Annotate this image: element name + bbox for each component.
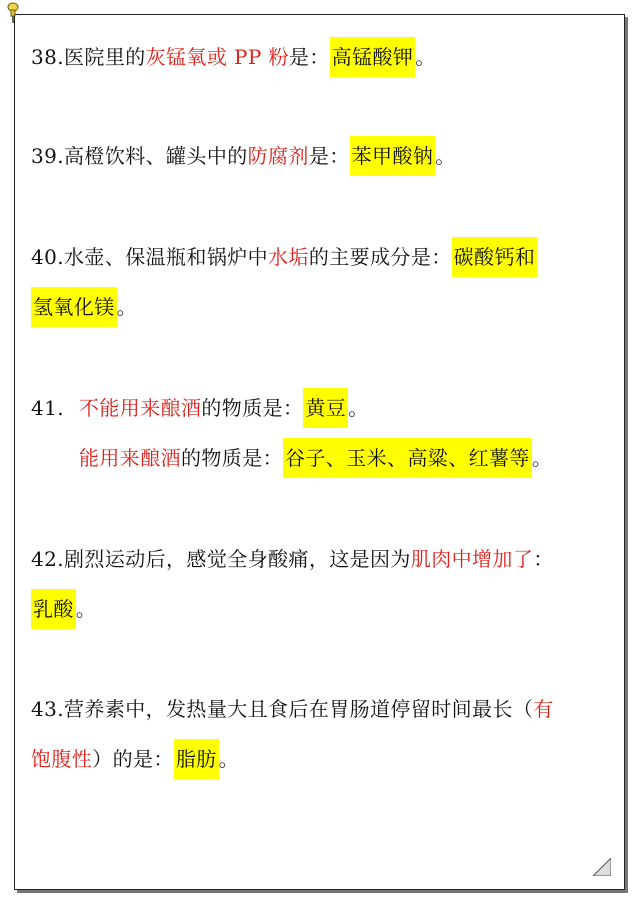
question-text: 剧烈运动后，感觉全身酸痛，这是因为 <box>64 547 411 571</box>
question-number: 38. <box>31 45 65 69</box>
question-40-continued <box>31 282 137 332</box>
question-41 <box>31 383 369 433</box>
question-42 <box>31 534 554 584</box>
question-number: 39. <box>31 144 65 168</box>
answer: 谷子、玉米、高粱、红薯等 <box>283 438 532 478</box>
highlight-term: 灰锰氧或 PP 粉 <box>145 45 289 69</box>
question-40 <box>31 232 537 282</box>
question-43 <box>31 684 554 734</box>
question-text: 是： <box>288 45 330 69</box>
question-number: 43. <box>31 697 65 721</box>
punctuation: 。 <box>531 446 553 470</box>
question-text: 是： <box>308 144 350 168</box>
question-text: ： <box>533 547 554 571</box>
punctuation: 。 <box>348 396 369 420</box>
question-text: 营养素中，发热量大且食后在胃肠道停留时间最长（ <box>64 697 534 721</box>
highlight-term: 有 <box>533 697 554 721</box>
answer: 高锰酸钾 <box>330 37 416 77</box>
question-number: 41. <box>31 396 65 420</box>
question-text: 的物质是： <box>181 446 283 470</box>
question-text: ）的是： <box>92 747 174 771</box>
highlight-term: 饱腹性 <box>31 747 93 771</box>
question-number: 42. <box>31 547 65 571</box>
answer: 脂肪 <box>174 739 219 779</box>
answer: 氢氧化镁 <box>31 287 117 327</box>
question-43-continued <box>31 734 239 784</box>
answer: 苯甲酸钠 <box>350 136 436 176</box>
question-38 <box>31 32 436 82</box>
answer: 碳酸钙和 <box>452 237 538 277</box>
punctuation: 。 <box>218 747 240 771</box>
highlight-term: 水垢 <box>268 245 309 269</box>
highlight-term: 防腐剂 <box>247 144 309 168</box>
answer: 乳酸 <box>31 589 76 629</box>
highlight-term: 肌肉中增加了 <box>410 547 534 571</box>
question-text: 高橙饮料、罐头中的 <box>64 144 248 168</box>
question-text: 的物质是： <box>201 396 304 420</box>
question-text: 水壶、保温瓶和锅炉中 <box>64 245 269 269</box>
punctuation: 。 <box>116 295 138 319</box>
question-39 <box>31 131 456 181</box>
question-text: 医院里的 <box>64 45 146 69</box>
pushpin-icon <box>6 2 20 24</box>
answer: 黄豆 <box>303 388 348 428</box>
punctuation: 。 <box>75 597 97 621</box>
question-text: 的主要成分是： <box>308 245 452 269</box>
punctuation: 。 <box>415 45 436 69</box>
highlight-term: 能用来酿酒 <box>79 446 181 470</box>
question-42-continued <box>31 584 96 634</box>
page-curl-icon <box>593 858 611 876</box>
question-number: 40. <box>31 245 65 269</box>
question-41-second <box>31 433 552 483</box>
highlight-term: 不能用来酿酒 <box>79 396 202 420</box>
punctuation: 。 <box>435 144 456 168</box>
